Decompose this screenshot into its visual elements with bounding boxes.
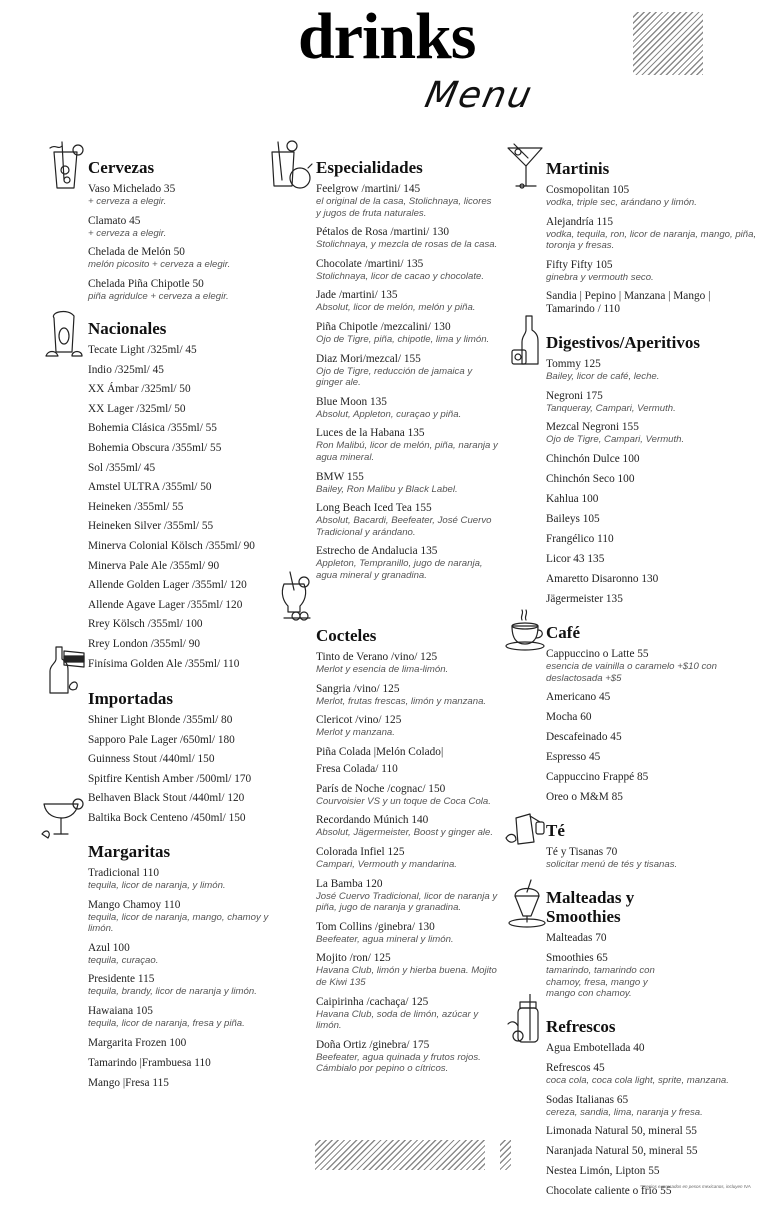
menu-item [88,753,278,766]
item-name: Bohemia Obscura /355ml/ 55 [88,441,222,454]
item-name: Amstel ULTRA /355ml/ 50 [88,481,212,494]
item-name: Sodas Italianas 65 [546,1093,629,1106]
hatch-decoration-bottom [315,1140,485,1170]
item-name: Belhaven Black Stout /440ml/ 120 [88,792,245,805]
menu-item [546,216,761,252]
section-title: Té [546,821,565,840]
item-name: Indio /325ml/ 45 [88,363,164,376]
item-description: Stolichnaya, y mezcla de rosas de la casa. [316,239,498,251]
item-description: Ojo de Tigre, Campari, Vermuth. [546,434,685,446]
item-name: Chelada Piña Chipotle 50 [88,277,204,290]
menu-item [88,462,278,475]
item-name: Mocha 60 [546,711,592,724]
menu-item [88,1077,278,1090]
menu-item [88,638,278,651]
section-title: Café [546,623,580,642]
menu-item [88,942,278,967]
item-name: Chocolate caliente o frio 55 [546,1185,672,1198]
item-description: Absolut, Appleton, curaçao y piña. [316,408,462,420]
item-description: Ojo de Tigre, piña, chipotle, lima y limón. [316,333,490,345]
item-name: Clamato 45 [88,214,141,227]
menu-item [546,932,666,945]
item-name: Jägermeister 135 [546,592,623,605]
menu-item [88,442,278,455]
item-description: Tanqueray, Campari, Vermuth. [546,402,676,414]
menu-item [316,651,498,676]
item-name: Cosmopolitan 105 [546,184,630,196]
menu-item [546,473,761,486]
item-description: tequila, licor de naranja, y limón. [88,880,226,891]
section-title: Especialidades [316,158,423,177]
menu-item [88,1037,278,1050]
menu-title: drinks [298,0,476,73]
hurricane-glass-icon [276,570,314,622]
item-description: Merlot y esencia de lima-limón. [316,664,449,675]
item-description: Absolut, licor de melón, melón y piña. [316,302,476,314]
menu-item [88,867,278,892]
item-name: Rrey London /355ml/ 90 [88,637,201,650]
item-description: Absolut, Jägermeister, Boost y ginger ale. [316,827,494,839]
item-description: melón picosito + cerveza a elegir. [88,259,231,271]
menu-item [546,358,761,383]
item-name: Hawaiana 105 [88,1004,153,1017]
menu-item [316,183,498,219]
menu-item [316,289,498,314]
item-description: Ojo de Tigre, reducción de jamaica y ginger ale. [316,365,473,389]
menu-item [88,599,278,612]
item-name: Diaz Mori/mezcal/ 155 [316,352,421,365]
item-name: Bohemia Clásica /355ml/ 55 [88,422,217,435]
item-name: Sol /355ml/ 45 [88,461,156,474]
menu-item [88,773,278,786]
item-name: BMW 155 [316,470,364,483]
item-name: Baileys 105 [546,512,600,525]
item-name: Fifty Fifty 105 [546,258,613,271]
item-name: Spitfire Kentish Amber /500ml/ 170 [88,772,252,785]
item-description: tequila, curaçao. [88,954,159,966]
item-name: Finísima Golden Ale /355ml/ 110 [88,657,240,670]
menu-item [88,403,278,416]
menu-item [316,258,498,283]
item-name: Mango Chamoy 110 [88,898,181,911]
section-title: Malteadas y Smoothies [546,888,635,926]
item-name: París de Noche /cognac/ 150 [316,782,446,795]
item-name: Recordando Múnich 140 [316,814,429,827]
menu-item [88,1057,278,1070]
menu-item [546,390,761,415]
item-name: Tradicional 110 [88,867,160,879]
item-name: Cappuccino o Latte 55 [546,648,649,660]
item-name: Amaretto Disaronno 130 [546,572,659,585]
menu-item [316,226,498,251]
item-name: Allende Golden Lager /355ml/ 120 [88,579,247,592]
section-especialidades [316,158,498,589]
item-name: Estrecho de Andalucia 135 [316,545,438,558]
bottle-flag-icon [46,643,88,695]
item-name: Tinto de Verano /vino/ 125 [316,651,438,663]
item-name: Cappuccino Frappé 85 [546,771,649,784]
item-name: Guinness Stout /440ml/ 150 [88,753,215,766]
michelada-glass-icon [48,140,84,192]
liquor-bottle-icon [510,314,544,368]
item-description: esencia de vainilla o caramelo +$10 con deslactosada +$5 [546,661,717,684]
menu-item [316,396,498,421]
menu-item [546,1145,761,1158]
item-name: Chinchón Dulce 100 [546,452,640,465]
item-name: Chocolate /martini/ 135 [316,257,424,270]
menu-item [316,846,498,871]
item-name: Jade /martini/ 135 [316,289,398,302]
menu-item [546,184,761,209]
menu-item [88,481,278,494]
menu-item [88,183,278,208]
item-description: Ron Malibú, licor de melón, piña, naranja y agua mineral. [316,440,498,463]
item-name: Fresa Colada/ 110 [316,762,398,775]
menu-item [88,579,278,592]
item-name: Piña Colada |Melón Colado| [316,745,444,758]
menu-item [88,344,278,357]
item-description: tequila, licor de naranja, mango, chamoy y limón. [88,911,269,935]
item-name: Margarita Frozen 100 [88,1036,187,1049]
menu-item [546,513,761,526]
hatch-decoration-corner [500,1140,511,1170]
menu-subtitle: Menu [421,75,538,116]
menu-item [316,471,498,496]
menu-item [316,683,498,708]
item-name: Té y Tisanas 70 [546,846,618,858]
tea-bag-icon [504,812,548,846]
section-title: Cocteles [316,626,377,645]
menu-item [546,751,761,764]
item-name: Sandia | Pepino | Manzana | Mango | Tamarindo / 110 [546,290,711,316]
item-name: Naranjada Natural 50, mineral 55 [546,1145,698,1158]
item-description: + cerveza a elegir. [88,227,167,239]
menu-item [88,658,278,671]
item-name: Heineken Silver /355ml/ 55 [88,520,214,533]
item-name: Limonada Natural 50, mineral 55 [546,1125,697,1138]
margarita-glass-icon [40,796,86,840]
menu-item [546,533,761,546]
item-name: Mojito /ron/ 125 [316,952,391,965]
section-margaritas [88,842,278,1097]
item-name: Pétalos de Rosa /martini/ 130 [316,226,450,239]
menu-item [546,846,761,871]
item-description: Bailey, licor de café, leche. [546,371,660,382]
menu-item [316,996,498,1032]
item-name: Doña Ortiz /ginebra/ 175 [316,1038,430,1051]
menu-item [546,493,761,506]
item-name: Tecate Light /325ml/ 45 [88,344,197,356]
jar-drink-icon [506,994,544,1046]
item-description: Courvoisier VS y un toque de Coca Cola. [316,795,491,807]
item-name: Mezcal Negroni 155 [546,421,639,434]
item-description: Beefeater, agua mineral y limón. [316,933,454,945]
item-name: Feelgrow /martini/ 145 [316,183,421,195]
menu-item [546,1165,761,1178]
item-name: Blue Moon 135 [316,395,387,408]
price-footnote: *Precios expresados en pesos mexicanos, incluyen IVA [640,1184,751,1189]
item-description: vodka, triple sec, arándano y limón. [546,197,697,208]
item-name: Descafeinado 45 [546,731,622,744]
item-description: vodka, tequila, ron, licor de naranja, mango, piña, toronja y fresas. [546,228,757,252]
coffee-cup-icon [504,608,548,652]
menu-item [316,783,498,808]
section-title: Nacionales [88,319,167,338]
menu-item [88,973,278,998]
menu-item [546,593,761,606]
menu-item [88,364,278,377]
menu-item [88,812,278,825]
item-description: piña agridulce + cerveza a elegir. [88,290,229,302]
item-name: XX Ámbar /325ml/ 50 [88,383,191,396]
item-name: Frangélico 110 [546,532,614,545]
item-name: Shiner Light Blonde /355ml/ 80 [88,714,233,726]
item-name: Nestea Limón, Lipton 55 [546,1165,660,1178]
item-name: Colorada Infiel 125 [316,845,405,858]
section-malteadas [546,888,666,1007]
item-description: tequila, licor de naranja, fresa y piña. [88,1017,245,1029]
hatch-decoration-top [633,12,703,75]
item-description: coca cola, coca cola light, sprite, manzana. [546,1075,729,1086]
menu-item [88,714,278,727]
item-description: Havana Club, soda de limón, azúcar y limón. [316,1008,479,1032]
item-name: Clericot /vino/ 125 [316,714,402,727]
section-cocteles [316,626,498,1082]
item-description: Appleton, Tempranillo, jugo de naranja, agua mineral y granadina. [316,558,483,581]
menu-item [546,453,761,466]
menu-item [316,814,498,839]
item-name: Licor 43 135 [546,552,605,565]
section-title: Martinis [546,159,610,178]
item-description: + cerveza a elegir. [88,196,167,207]
item-name: Rrey Kölsch /355ml/ 100 [88,618,203,631]
section-te [546,821,761,878]
menu-item [88,246,278,271]
menu-item [546,1125,761,1138]
item-description: solicitar menú de tés y tisanas. [546,859,678,870]
menu-item [316,427,498,463]
menu-item [546,421,761,446]
item-description: el original de la casa, Stolichnaya, licores y jugos de fruta naturales. [316,196,492,219]
menu-item [88,734,278,747]
menu-item [88,215,278,240]
menu-item [316,353,498,389]
menu-item [88,792,278,805]
item-description: Absolut, Bacardi, Beefeater, José Cuervo Tradicional y arándano. [316,515,492,538]
menu-item [88,618,278,631]
menu-item [316,1039,498,1075]
item-name: Malteadas 70 [546,932,607,944]
item-description: tequila, brandy, licor de naranja y limón. [88,986,257,998]
item-description: Stolichnaya, licor de cacao y chocolate. [316,270,484,282]
item-name: Baltika Bock Centeno /450ml/ 150 [88,811,246,824]
section-digestivos [546,333,761,613]
item-description: ginebra y vermouth seco. [546,271,654,283]
section-martinis [546,159,761,323]
menu-item [546,952,666,1000]
menu-item [546,290,761,316]
item-name: Long Beach Iced Tea 155 [316,502,432,515]
item-name: Tommy 125 [546,358,601,370]
menu-item [546,731,761,744]
menu-item [88,1005,278,1030]
item-name: Refrescos 45 [546,1062,605,1074]
menu-item [546,259,761,284]
item-name: Mango |Fresa 115 [88,1076,169,1089]
menu-item [316,952,498,988]
item-name: La Bamba 120 [316,877,383,890]
item-name: Presidente 115 [88,973,155,986]
item-name: Allende Agave Lager /355ml/ 120 [88,598,243,611]
item-name: Agua Embotellada 40 [546,1042,645,1054]
item-name: Chinchón Seco 100 [546,472,635,485]
item-name: Minerva Pale Ale /355ml/ 90 [88,559,220,572]
item-description: Bailey, Ron Malibu y Black Label. [316,483,458,495]
menu-item [88,422,278,435]
item-name: Negroni 175 [546,389,603,402]
menu-item [546,691,761,704]
menu-item [316,321,498,346]
item-name: Heineken /355ml/ 55 [88,500,184,513]
menu-item [546,648,761,684]
milkshake-icon [505,878,549,928]
item-name: Piña Chipotle /mezcalini/ 130 [316,320,451,333]
menu-item [88,278,278,303]
item-name: Vaso Michelado 35 [88,183,176,195]
section-title: Cervezas [88,158,155,177]
item-name: Americano 45 [546,691,611,704]
menu-item [88,540,278,553]
menu-item [316,502,498,538]
section-title: Margaritas [88,842,171,861]
item-name: Sapporo Pale Lager /650ml/ 180 [88,733,235,746]
menu-item [546,711,761,724]
menu-item [546,771,761,784]
menu-item [316,921,498,946]
item-name: Minerva Colonial Kölsch /355ml/ 90 [88,539,255,552]
item-name: Chelada de Melón 50 [88,246,185,259]
item-name: Smoothies 65 [546,952,608,964]
menu-item [546,553,761,566]
section-title: Importadas [88,689,174,708]
item-name: Tom Collins /ginebra/ 130 [316,920,435,933]
section-title: Digestivos/Aperitivos [546,333,700,352]
martini-glass-icon [506,142,546,192]
item-name: Espresso 45 [546,751,601,764]
beer-glass-icon [44,306,86,358]
menu-item [88,560,278,573]
menu-item [88,383,278,396]
item-description: Beefeater, agua quinada y frutos rojos. Cámbialo por pepino o cítricos. [316,1051,481,1075]
item-name: Caipirinha /cachaça/ 125 [316,995,429,1008]
menu-item [546,791,761,804]
menu-item [316,746,498,759]
item-name: XX Lager /325ml/ 50 [88,402,186,415]
menu-item [88,501,278,514]
item-name: Sangria /vino/ 125 [316,682,400,695]
section-cafe [546,623,761,811]
item-name: Kahlua 100 [546,492,599,505]
item-description: José Cuervo Tradicional, licor de naranja y piña, jugo de naranja y granadina. [316,890,498,914]
menu-item [546,1042,761,1055]
item-description: Havana Club, limón y hierba buena. Mojito de Kiwi 135 [316,965,497,988]
menu-item [316,763,498,776]
menu-item [546,573,761,586]
item-name: Luces de la Habana 135 [316,427,425,440]
menu-item [546,1094,761,1119]
section-importadas [88,689,278,832]
item-description: Merlot y manzana. [316,727,395,739]
menu-item [546,1062,761,1087]
menu-item [316,714,498,739]
cocktail-fruit-icon [268,140,314,192]
item-description: Merlot, frutas frescas, limón y manzana. [316,695,487,707]
menu-item [316,878,498,914]
item-name: Alejandría 115 [546,215,614,228]
item-name: Oreo o M&M 85 [546,791,623,804]
menu-item [316,545,498,581]
item-name: Tamarindo |Frambuesa 110 [88,1056,211,1069]
item-name: Azul 100 [88,941,130,954]
section-title: Refrescos [546,1017,616,1036]
menu-item [88,899,278,935]
item-description: tamarindo, tamarindo con chamoy, fresa, mango y mango con chamoy. [546,965,655,1000]
item-description: cereza, sandia, lima, naranja y fresa. [546,1106,703,1118]
section-nacionales [88,319,278,677]
section-refrescos [546,1017,761,1205]
section-cervezas [88,158,278,309]
item-description: Campari, Vermouth y mandarina. [316,858,457,870]
menu-item [88,520,278,533]
